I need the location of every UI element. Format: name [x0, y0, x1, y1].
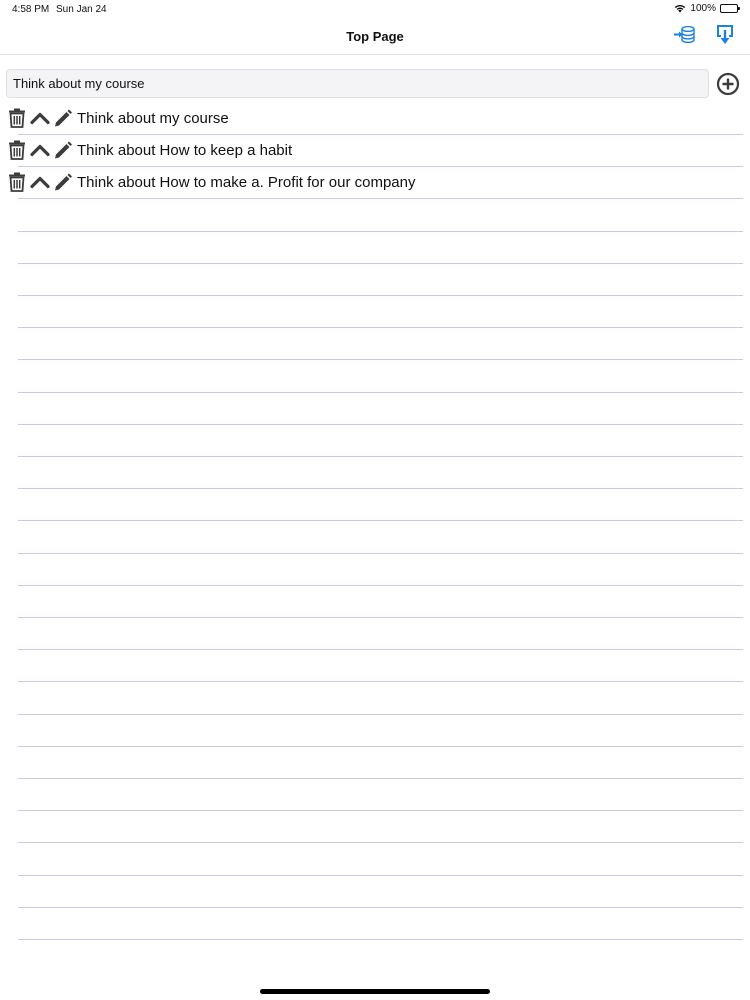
pencil-icon[interactable]: [52, 171, 73, 193]
rule-line: [18, 231, 743, 232]
chevron-up-icon[interactable]: [29, 171, 50, 193]
task-list: [6, 102, 744, 198]
trash-icon[interactable]: [6, 107, 27, 129]
rule-line: [18, 295, 743, 296]
pencil-icon[interactable]: [52, 139, 73, 161]
trash-icon[interactable]: [6, 139, 27, 161]
task-text[interactable]: Think about my course: [77, 109, 229, 127]
rule-line: [18, 327, 743, 328]
rule-line: [18, 520, 743, 521]
rule-line: [18, 875, 743, 876]
task-row: [6, 102, 744, 134]
rule-line: [18, 810, 743, 811]
rule-line: [18, 746, 743, 747]
chevron-up-icon[interactable]: [29, 139, 50, 161]
battery-percent: 100%: [690, 3, 716, 14]
rule-line: [18, 456, 743, 457]
page-title: Top Page: [346, 29, 404, 44]
rule-line: [18, 778, 743, 779]
rule-line: [18, 553, 743, 554]
task-row: [6, 134, 744, 166]
rule-line: [18, 907, 743, 908]
task-row: [6, 166, 744, 198]
rule-line: [18, 392, 743, 393]
task-text[interactable]: Think about How to keep a habit: [77, 141, 293, 159]
rule-line: [18, 359, 743, 360]
status-time: 4:58 PM: [12, 4, 50, 15]
task-text[interactable]: Think about How to make a. Profit for our company: [77, 173, 416, 191]
trash-icon[interactable]: [6, 171, 27, 193]
home-indicator: [260, 989, 490, 994]
rule-line: [18, 488, 743, 489]
status-date: Sun Jan 24: [56, 4, 107, 15]
chevron-up-icon[interactable]: [29, 107, 50, 129]
rule-line: [18, 585, 743, 586]
rule-line: [18, 424, 743, 425]
rule-line: [18, 649, 743, 650]
rule-line: [18, 842, 743, 843]
rule-line: [18, 263, 743, 264]
rule-line: [18, 681, 743, 682]
rule-line: [18, 939, 743, 940]
rule-line: [18, 714, 743, 715]
rule-line: [18, 198, 743, 199]
rule-line: [18, 617, 743, 618]
pencil-icon[interactable]: [52, 107, 73, 129]
